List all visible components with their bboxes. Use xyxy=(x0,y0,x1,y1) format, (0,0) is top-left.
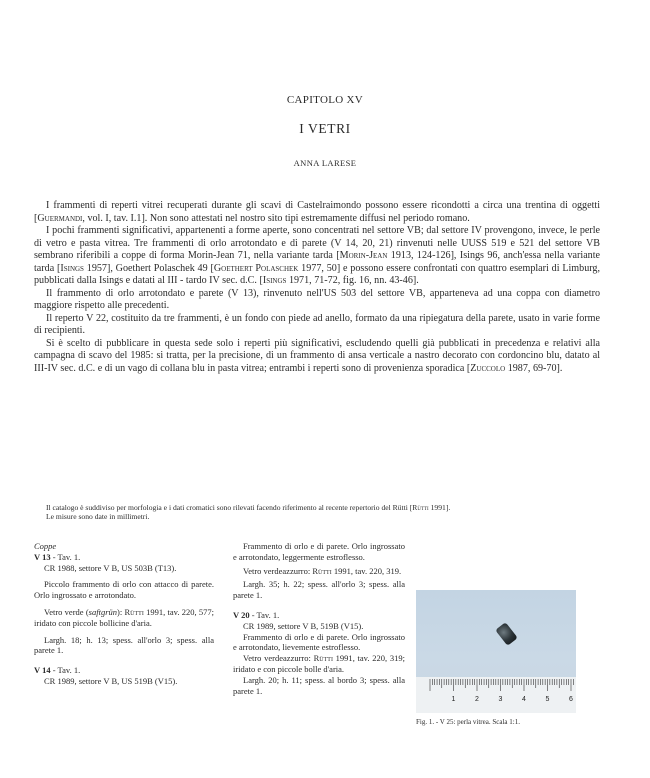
chapter-heading: CAPITOLO XV xyxy=(286,94,364,106)
paragraph-2: I pochi frammenti significativi, appartenenti a forme aperte, sono concentrati nel settore VB; dal settore IV provengono, invece, le perle di vetro e pasta vitrea. Tre frammenti di orlo arrotondato e di parete (V 14, 20, 21) rinvenuti nelle UUSS 519 e 521 del settore VB sembrano riferibili a coppe di forma Morin-Jean 71, nella variante tarda [Morin-Jean 1913, 124-126], Isings 96, anch'essa nella variante tarda [Isings 1957], Goethert Polaschek 49 [Goethert Polaschek 1977, 50] e possono essere confrontati con quattro esemplari di Limburg, pubblicati dalla Isings e datati al III - tardo IV sec. d.C. [Isings 1971, 71-72, fig. 16, nn. 43-46]. xyxy=(34,225,601,286)
entry-color: Vetro verdeazzurro: Rütti 1991, tav. 220, 319. xyxy=(243,565,402,576)
entry-find: CR 1989, settore V B, 519B (V15). xyxy=(243,620,364,631)
catalog-note xyxy=(34,503,600,522)
citation: Guermandi xyxy=(37,212,83,224)
ruler-label: 5 xyxy=(545,696,550,703)
note-line-2: Le misure sono date in millimetri. xyxy=(46,512,150,522)
entry-heading-v13: V 13 - Tav. 1. xyxy=(34,551,81,562)
ruler-label: 4 xyxy=(522,696,526,703)
paragraph-5: Si è scelto di pubblicare in questa sede solo i reperti più significativi, escludendo quelli già pubblicati in precedenza e relativi alla campagna di scavo del 1985: si tratta, per la precisione, di un frammento di ansa verticale a nastro decorato con cordoncino blu, datato al III-IV sec. d.C. e di un vago di collana blu in pasta vitrea; entrambi i reperti sono di provenienza sporadica [Zuccolo 1987, 69-70]. xyxy=(34,337,600,374)
citation: Isings 1957 xyxy=(60,262,107,274)
entry-find: CR 1989, settore V B, US 519B (V15). xyxy=(44,675,178,686)
section-heading: Coppe xyxy=(34,541,57,551)
paragraph-4: Il reperto V 22, costituito da tre frammenti, è un fondo con piede ad anello, formato da una ripiegatura della parete, usato in varie forme di recipienti. xyxy=(34,312,600,336)
entry-color: Vetro verdeazzurro: Rütti 1991, tav. 220, 319; iridato e con piccole bolle d'aria. xyxy=(233,653,405,674)
catalog-column-1 xyxy=(34,541,214,687)
entry-description: Frammento di orlo e di parete. Orlo ingrossato e arrotondato, lievemente estroflesso. xyxy=(233,631,405,653)
entry-dimensions: Largh. 35; h. 22; spess. all'orlo 3; spess. alla parete 1. xyxy=(233,579,405,601)
catalog-column-2 xyxy=(233,541,405,696)
figure-caption: Fig. 1. - V 25: perla vitrea. Scala 1:1. xyxy=(416,718,520,726)
citation: Goethert Polaschek 1977 xyxy=(213,262,322,274)
entry-heading-v14: V 14 - Tav. 1. xyxy=(34,665,81,676)
entry-heading-v20: V 20 - Tav. 1. xyxy=(233,609,280,620)
ruler-label: 1 xyxy=(451,696,456,703)
citation: Morin-Jean 1913 xyxy=(339,250,411,261)
ruler-label: 6 xyxy=(569,696,573,703)
citation: Isings 1971 xyxy=(262,275,310,286)
note-line-1: Il catalogo è suddiviso per morfologia e i dati cromatici sono rilevati facendo riferimento al recente repertorio del Rütti [Rütti 1991]. xyxy=(46,503,451,512)
entry-find: CR 1988, settore V B, US 503B (T13). xyxy=(44,562,177,573)
ruler-label: 2 xyxy=(475,696,479,703)
entry-dimensions: Largh. 20; h. 11; spess. al bordo 3; spess. alla parete 1. xyxy=(233,674,405,696)
entry-dimensions: Largh. 18; h. 13; spess. all'orlo 3; spess. alla parete 1. xyxy=(34,634,214,656)
citation: Zuccolo 1987 xyxy=(470,362,528,374)
entry-description: Piccolo frammento di orlo con attacco di parete. Orlo ingrossato e arrotondato. xyxy=(34,579,214,601)
scale-ruler xyxy=(416,677,576,713)
paragraph-1: I frammenti di reperti vitrei recuperati durante gli scavi di Castelraimondo possono essere ricondotti a circa una trentina di oggetti [Guermandi, vol. I, tav. I.1]. Non sono attestati nel nostro sito tipi estremamente diffusi nel periodo romano. xyxy=(34,200,600,224)
glass-bead xyxy=(495,622,518,646)
entry-description: Frammento di orlo e di parete. Orlo ingrossato e arrotondato, leggermente estroflesso. xyxy=(233,541,405,562)
bead-photo xyxy=(416,590,576,713)
paragraph-3: Il frammento di orlo arrotondato e parete (V 13), rinvenuto nell'US 503 del settore VB, apparteneva ad una coppa con diametro maggiore rispetto alle precedenti. xyxy=(34,287,600,311)
author-name: ANNA LARESE xyxy=(293,158,357,168)
entry-color: Vetro verde (saftgrün): Rütti 1991, tav. 220, 577; iridato con piccole bollicine d'aria. xyxy=(34,606,214,628)
main-text xyxy=(34,200,600,375)
chapter-title: I VETRI xyxy=(299,121,351,136)
ruler-label: 3 xyxy=(498,696,503,703)
